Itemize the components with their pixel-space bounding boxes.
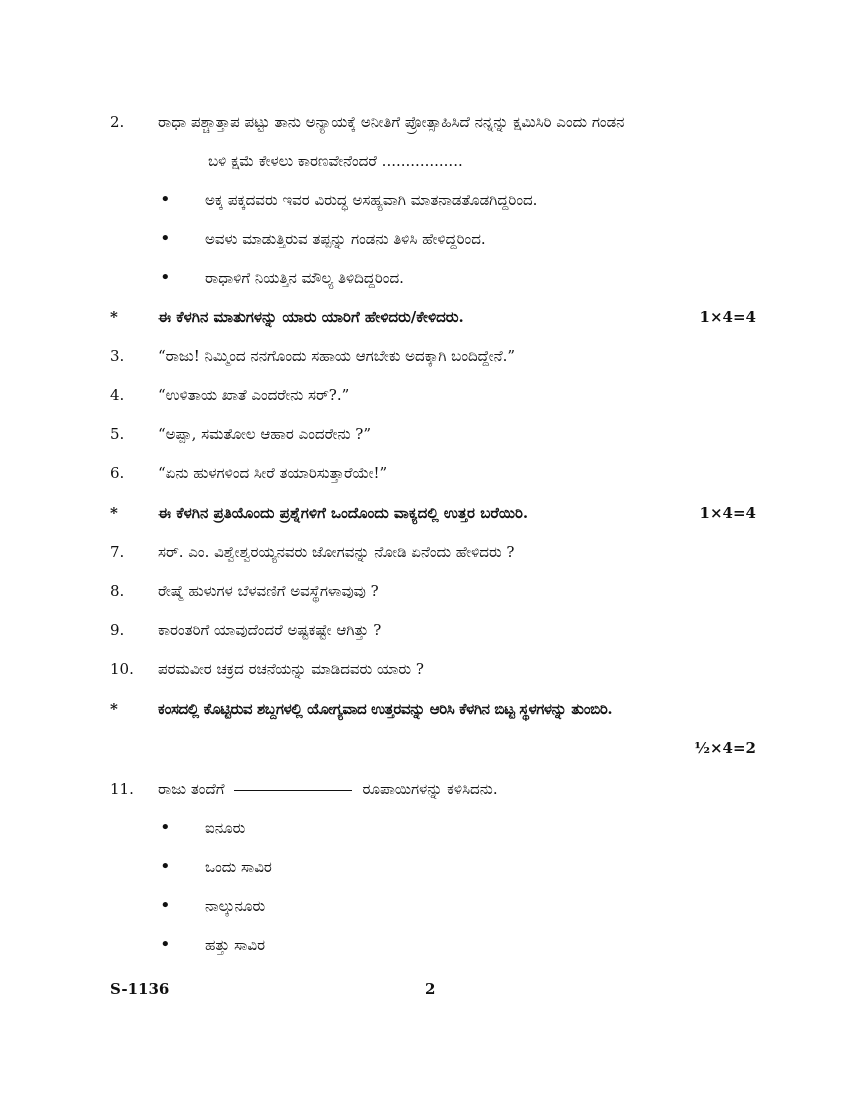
bullet-icon: •	[160, 817, 171, 838]
instruction-text: ಈ ಕೆಳಗಿನ ಪ್ರತಿಯೊಂದು ಪ್ರಶ್ನೆಗಳಿಗೆ ಒಂದೊಂದು ವಾಕ್ಯದಲ್ಲಿ ಉತ್ತರ ಬರೆಯಿರಿ.	[158, 504, 529, 522]
section-marker: *	[110, 700, 118, 718]
marks-label: 1×4=4	[699, 504, 756, 522]
question-text: “ಏನು ಹುಳಗಳಿಂದ ಸೀರೆ ತಯಾರಿಸುತ್ತಾರೆಯೇ!”	[158, 464, 388, 482]
option-text: ನಾಲ್ಕುನೂರು	[205, 897, 266, 915]
bullet-icon: •	[160, 895, 171, 916]
bullet-icon: •	[160, 228, 171, 249]
question-number: 11.	[110, 780, 134, 798]
bullet-icon: •	[160, 934, 171, 955]
question-number: 8.	[110, 582, 125, 600]
question-text: ಬಳಿ ಕ್ಷಮೆ ಕೇಳಲು ಕಾರಣವೇನೆಂದರೆ .................	[208, 152, 463, 170]
question-text: ಸರ್. ಎಂ. ವಿಶ್ವೇಶ್ವರಯ್ಯನವರು ಜೋಗವನ್ನು ನೋಡಿ ಏನೆಂದು ಹೇಳಿದರು ?	[158, 543, 515, 561]
question-text: ಕಾರಂತರಿಗೆ ಯಾವುದೆಂದರೆ ಅಷ್ಟಕಷ್ಟೇ ಆಗಿತ್ತು ?	[158, 621, 382, 639]
question-text: ರಾಧಾ ಪಶ್ಚಾತ್ತಾಪ ಪಟ್ಟು ತಾನು ಅನ್ಯಾಯಕ್ಕೆ ಅನೀತಿಗೆ ಪ್ರೋತ್ಸಾಹಿಸಿದೆ ನನ್ನನ್ನು ಕ್ಷಮಿಸಿರಿ ಎಂದು ಗಂಡನ	[158, 113, 625, 131]
instruction-text: ಈ ಕೆಳಗಿನ ಮಾತುಗಳನ್ನು ಯಾರು ಯಾರಿಗೆ ಹೇಳಿದರು/ಕೇಳಿದರು.	[158, 308, 464, 326]
option-text: ಅವಳು ಮಾಡುತ್ತಿರುವ ತಪ್ಪನ್ನು ಗಂಡನು ತಿಳಿಸಿ ಹೇಳಿದ್ದರಿಂದ.	[205, 230, 486, 248]
question-number: 9.	[110, 621, 125, 639]
question-text: ಪರಮವೀರ ಚಕ್ರದ ರಚನೆಯನ್ನು ಮಾಡಿದವರು ಯಾರು ?	[158, 660, 424, 678]
question-text-before-blank: ರಾಜು ತಂದೆಗೆ	[158, 780, 225, 798]
option-text: ರಾಧಾಳಿಗೆ ನಿಯತ್ತಿನ ಮೌಲ್ಯ ತಿಳಿದಿದ್ದರಿಂದ.	[205, 269, 404, 287]
question-number: 4.	[110, 386, 125, 404]
section-marker: *	[110, 504, 118, 522]
question-text: “ಅಪ್ಪಾ, ಸಮತೋಲ ಆಹಾರ ಎಂದರೇನು ?”	[158, 425, 372, 443]
answer-blank	[234, 790, 352, 791]
marks-label: ½×4=2	[694, 739, 756, 757]
question-text-after-blank: ರೂಪಾಯಿಗಳನ್ನು ಕಳಿಸಿದನು.	[362, 780, 498, 798]
option-text: ಐನೂರು	[205, 819, 246, 837]
question-text: ರೇಷ್ಮೆ ಹುಳುಗಳ ಬೆಳವಣಿಗೆ ಅವಸ್ಥೆಗಳಾವುವು ?	[158, 582, 379, 600]
paper-code: S-1136	[110, 980, 170, 998]
question-text	[158, 779, 498, 799]
bullet-icon: •	[160, 189, 171, 210]
option-text: ಒಂದು ಸಾವಿರ	[205, 858, 272, 876]
question-text: “ರಾಜು! ನಿಮ್ಮಿಂದ ನನಗೊಂದು ಸಹಾಯ ಆಗಬೇಕು ಅದಕ್ಕಾಗಿ ಬಂದಿದ್ದೇನೆ.”	[158, 347, 516, 365]
option-text: ಹತ್ತು ಸಾವಿರ	[205, 936, 266, 954]
option-text: ಅಕ್ಕ ಪಕ್ಕದವರು ಇವರ ವಿರುದ್ಧ ಅಸಹ್ಯವಾಗಿ ಮಾತನಾಡತೊಡಗಿದ್ದರಿಂದ.	[205, 191, 538, 209]
page-number: 2	[425, 980, 436, 998]
question-number: 7.	[110, 543, 125, 561]
question-number: 10.	[110, 660, 134, 678]
instruction-text: ಕಂಸದಲ್ಲಿ ಕೊಟ್ಟಿರುವ ಶಬ್ದಗಳಲ್ಲಿ ಯೋಗ್ಯವಾದ ಉತ್ತರವನ್ನು ಆರಿಸಿ ಕೆಳಗಿನ ಬಿಟ್ಟ ಸ್ಥಳಗಳನ್ನು ತುಂಬಿರಿ.	[158, 700, 613, 718]
marks-label: 1×4=4	[699, 308, 756, 326]
question-number: 3.	[110, 347, 125, 365]
bullet-icon: •	[160, 856, 171, 877]
section-marker: *	[110, 308, 118, 326]
question-number: 2.	[110, 113, 125, 131]
bullet-icon: •	[160, 267, 171, 288]
question-text: “ಉಳಿತಾಯ ಖಾತೆ ಎಂದರೇನು ಸರ್?.”	[158, 386, 350, 404]
question-number: 6.	[110, 464, 125, 482]
question-number: 5.	[110, 425, 125, 443]
